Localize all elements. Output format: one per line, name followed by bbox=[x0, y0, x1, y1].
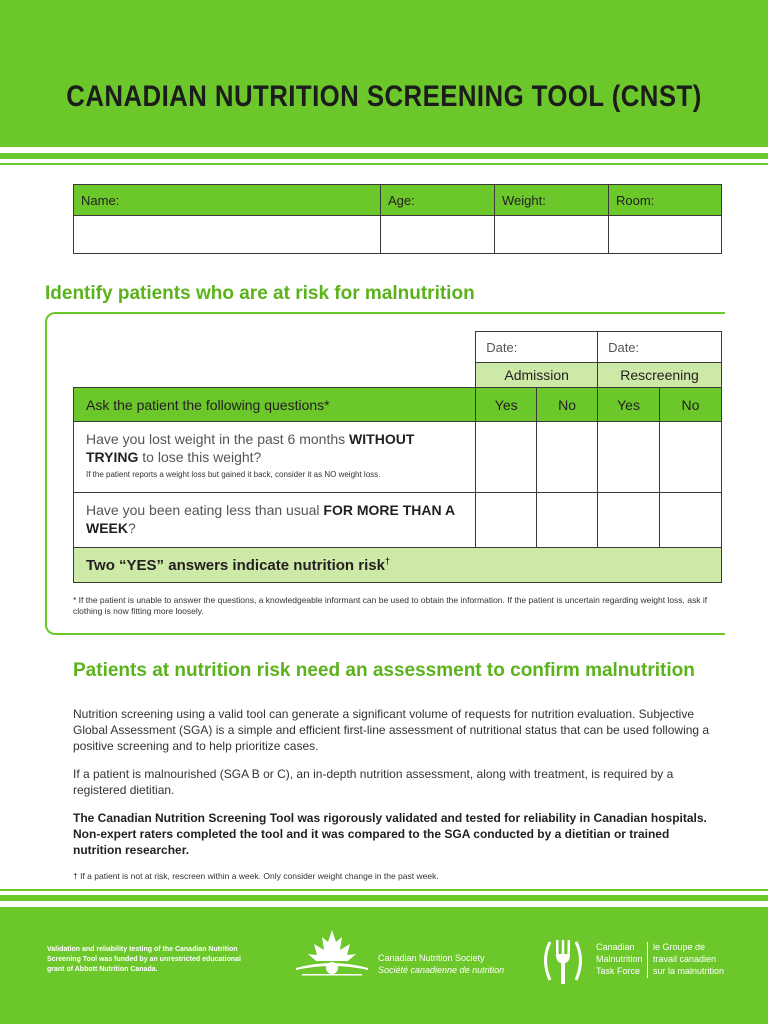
room-field[interactable] bbox=[609, 216, 722, 254]
cmtf-text-en: Canadian Malnutrition Task Force bbox=[596, 942, 643, 976]
admission-no-header: No bbox=[537, 388, 598, 422]
cmtf-divider bbox=[647, 942, 648, 978]
question-weight-loss-note: If the patient reports a weight loss but gained it back, consider it as NO weight loss. bbox=[86, 470, 381, 479]
cns-name-fr: Société canadienne de nutrition bbox=[378, 965, 505, 975]
q1-rescreening-yes-cell[interactable] bbox=[598, 422, 660, 493]
table-corner bbox=[74, 332, 476, 388]
maple-leaf-logo-icon bbox=[292, 928, 372, 980]
paragraph-sga: Nutrition screening using a valid tool can generate a significant volume of requests for nutrition evaluation. Subjective Global Assessment (SGA) is a simple and efficient first-line assessment of nutritional status that can be used following a positive screening and to help prioritize cases. bbox=[73, 707, 710, 753]
weight-field[interactable] bbox=[495, 216, 609, 254]
ask-questions-header: Ask the patient the following questions* bbox=[74, 388, 476, 422]
paragraph-validation: The Canadian Nutrition Screening Tool was rigorously validated and tested for reliability in Canadian hospitals. Non-expert raters completed the tool and it was compared to the SGA conducted by a dietitian or trained nutrition researcher. bbox=[73, 811, 707, 857]
header-stripe-thin bbox=[0, 163, 768, 165]
age-label: Age: bbox=[381, 185, 495, 216]
risk-result-row: Two “YES” answers indicate nutrition risk† bbox=[74, 548, 722, 583]
footer-stripe-thin bbox=[0, 889, 768, 891]
q2-admission-yes-cell[interactable] bbox=[476, 493, 537, 548]
name-field[interactable] bbox=[74, 216, 381, 254]
fork-logo-icon bbox=[540, 936, 586, 988]
rescreen-note: † If a patient is not at risk, rescreen within a week. Only consider weight change in the past week. bbox=[73, 871, 439, 881]
age-field[interactable] bbox=[381, 216, 495, 254]
section1-footnote: * If the patient is unable to answer the questions, a knowledgeable informant can be used to obtain the information. If the patient is uncertain regarding weight loss, ask if clothing is now fitting more loosely. bbox=[73, 595, 708, 616]
admission-header: Admission bbox=[476, 363, 598, 388]
q1-admission-yes-cell[interactable] bbox=[476, 422, 537, 493]
section1-title: Identify patients who are at risk for malnutrition bbox=[45, 283, 475, 304]
patient-info-table bbox=[73, 184, 722, 254]
rescreening-header: Rescreening bbox=[598, 363, 722, 388]
footer-stripe bbox=[0, 895, 768, 901]
screening-table bbox=[73, 331, 722, 583]
name-label: Name: bbox=[74, 185, 381, 216]
question-eating-less: Have you been eating less than usual FOR MORE THAN A WEEK? bbox=[74, 493, 476, 548]
q2-rescreening-yes-cell[interactable] bbox=[598, 493, 660, 548]
q1-rescreening-no-cell[interactable] bbox=[660, 422, 722, 493]
header-banner bbox=[0, 0, 768, 147]
cns-name-en: Canadian Nutrition Society bbox=[378, 953, 485, 963]
q1-admission-no-cell[interactable] bbox=[537, 422, 598, 493]
question-weight-loss: Have you lost weight in the past 6 months WITHOUT TRYING to lose this weight? If the patient reports a weight loss but gained it back, consider it as NO weight loss. bbox=[74, 422, 476, 493]
rescreening-no-header: No bbox=[660, 388, 722, 422]
page-title: CANADIAN NUTRITION SCREENING TOOL (CNST) bbox=[66, 80, 702, 113]
q2-rescreening-no-cell[interactable] bbox=[660, 493, 722, 548]
q2-admission-no-cell[interactable] bbox=[537, 493, 598, 548]
room-label: Room: bbox=[609, 185, 722, 216]
paragraph-dietitian: If a patient is malnourished (SGA B or C), an in-depth nutrition assessment, along with treatment, is required by a registered dietitian. bbox=[73, 767, 674, 797]
section2-title: Patients at nutrition risk need an assessment to confirm malnutrition bbox=[73, 660, 695, 681]
admission-yes-header: Yes bbox=[476, 388, 537, 422]
admission-date-label[interactable]: Date: bbox=[476, 332, 598, 363]
rescreening-yes-header: Yes bbox=[598, 388, 660, 422]
weight-label: Weight: bbox=[495, 185, 609, 216]
cns-logo-text bbox=[378, 952, 504, 976]
header-stripe bbox=[0, 153, 768, 159]
grant-notice: Validation and reliability testing of the Canadian Nutrition Screening Tool was funded by an unrestricted educational grant of Abbott Nutrition Canada. bbox=[47, 946, 241, 973]
cmtf-text-fr: le Groupe de travail canadien sur la malnutrition bbox=[653, 942, 725, 976]
rescreening-date-label[interactable]: Date: bbox=[598, 332, 722, 363]
